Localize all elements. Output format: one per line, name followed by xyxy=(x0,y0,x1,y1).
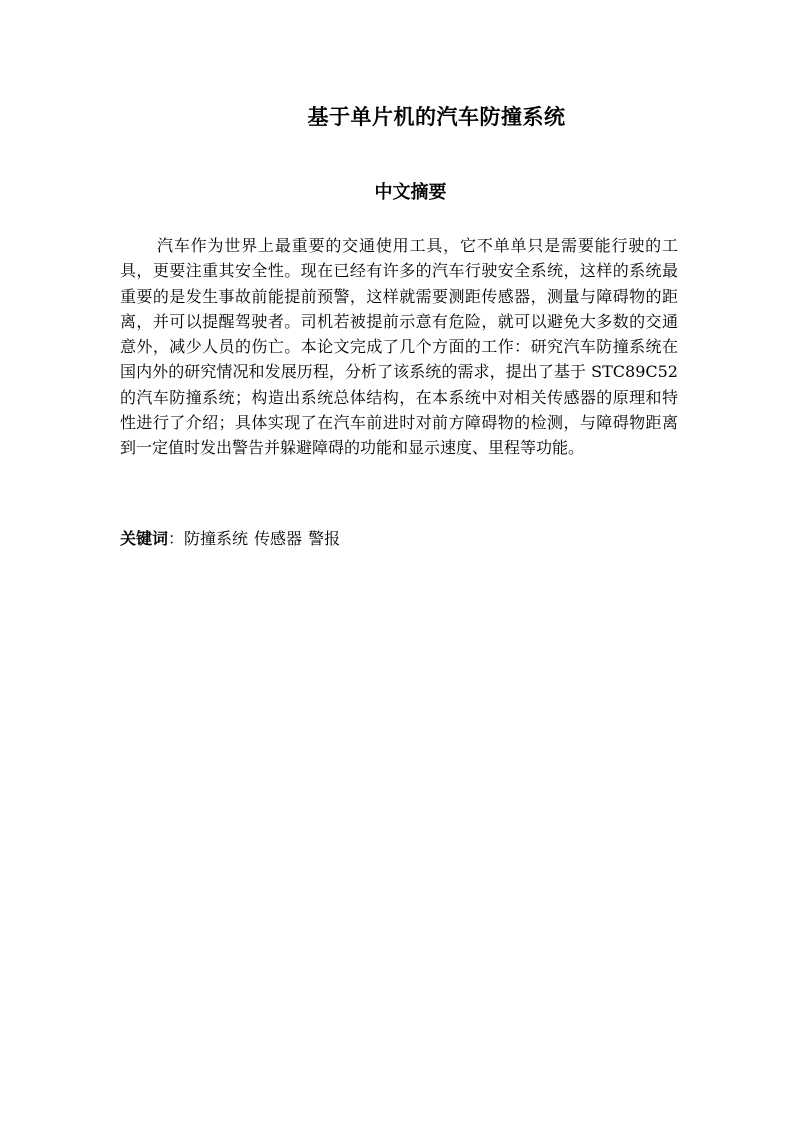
keywords-label: 关键词 xyxy=(120,529,169,548)
abstract-paragraph: 汽车作为世界上最重要的交通使用工具，它不单单只是需要能行驶的工具，更要注重其安全性。现在已经有许多的汽车行驶安全系统，这样的系统最重要的是发生事故前能提前预警，这样就需要测距传感器，测量与障碍物的距离，并可以提醒驾驶者。司机若被提前示意有危险，就可以避免大多数的交通意外，减少人员的伤亡。本论文完成了几个方面的工作：研究汽车防撞系统在国内外的研究情况和发展历程，分析了该系统的需求，提出了基于 STC89C52 的汽车防撞系统；构造出系统总体结构，在本系统中对相关传感器的原理和特性进行了介绍；具体实现了在汽车前进时对前方障碍物的检测，与障碍物距离到一定值时发出警告并躲避障碍的功能和显示速度、里程等功能。 xyxy=(120,236,678,458)
keywords-separator: ： xyxy=(168,529,185,548)
keyword-term: 传感器 xyxy=(254,529,303,548)
abstract-heading: 中文摘要 xyxy=(374,182,447,203)
document-title: 基于单片机的汽车防撞系统 xyxy=(307,105,566,129)
keyword-term: 防撞系统 xyxy=(184,529,249,548)
keyword-term: 警报 xyxy=(308,529,341,548)
keywords-line xyxy=(120,526,680,552)
